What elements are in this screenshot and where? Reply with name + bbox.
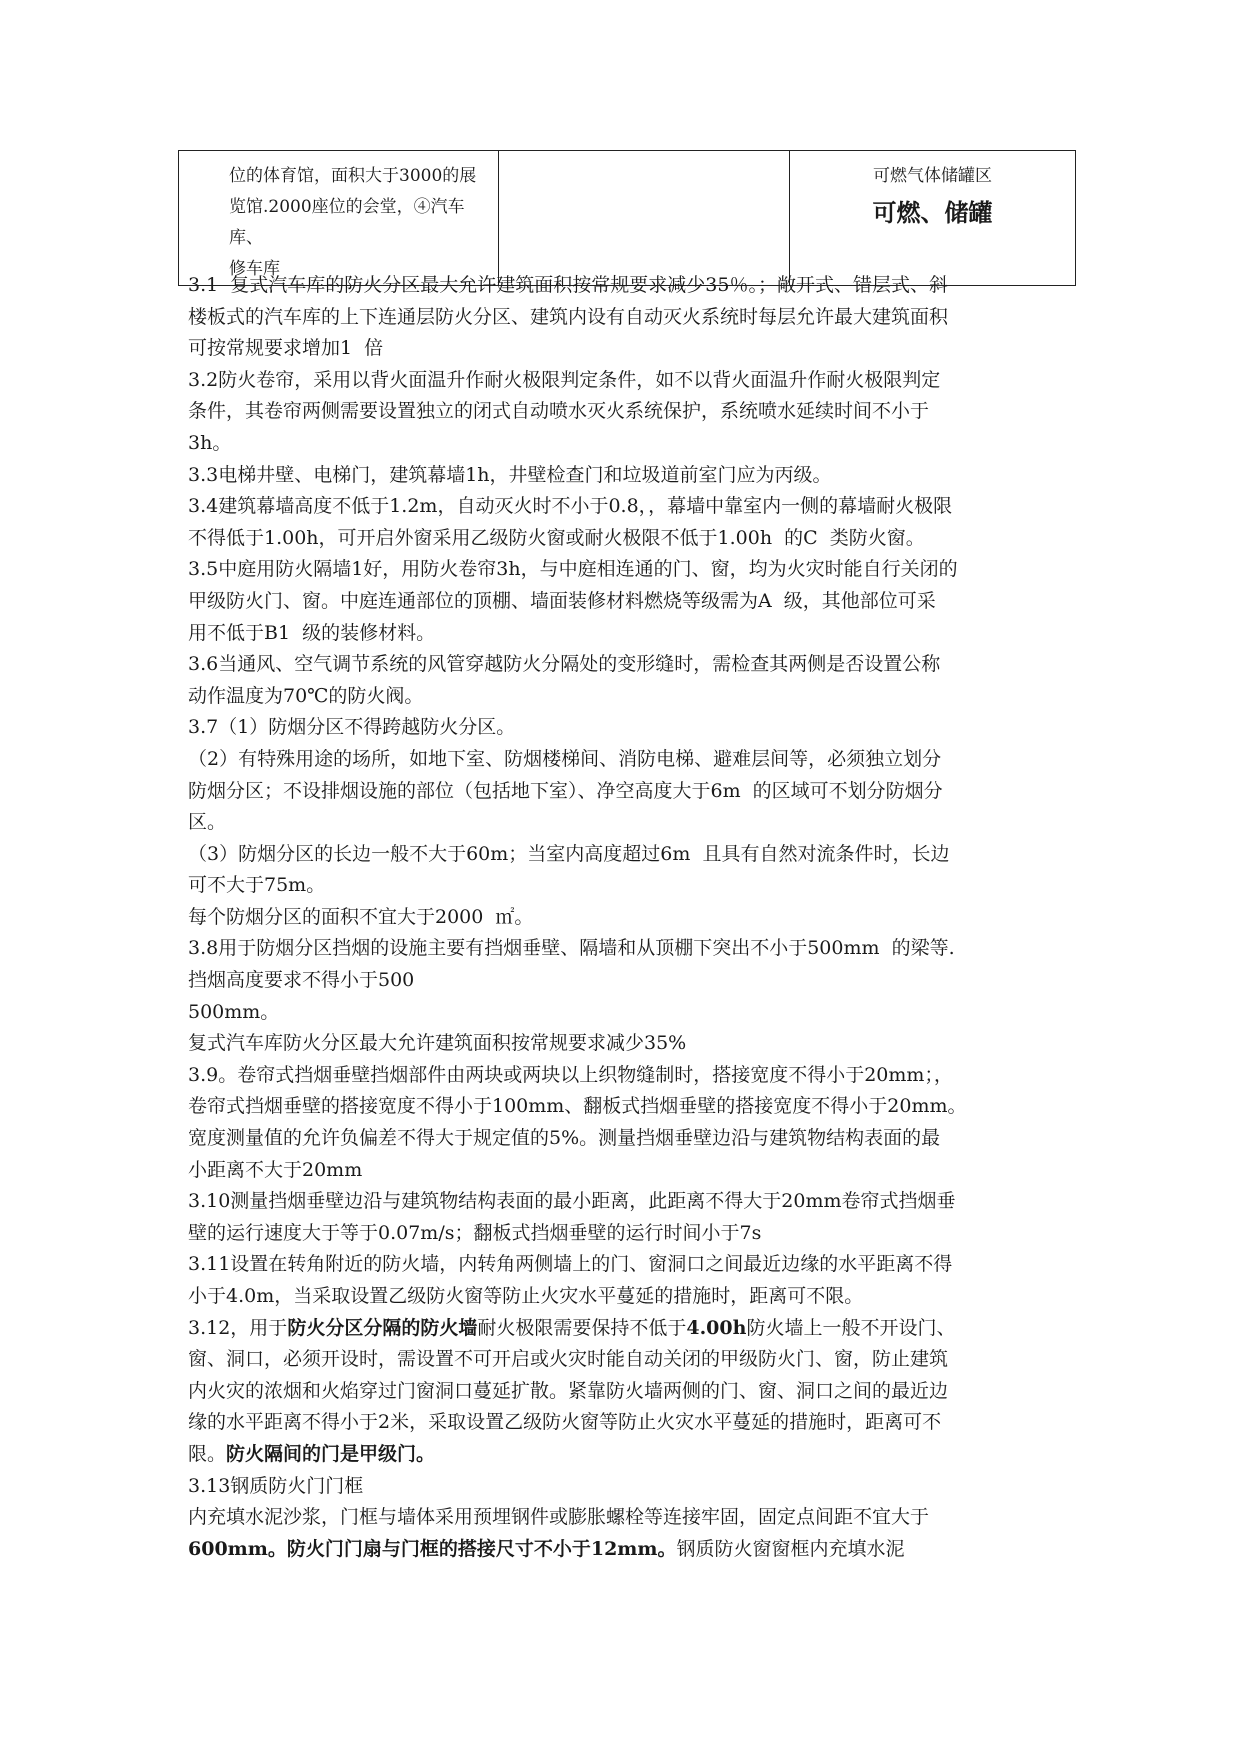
gas-storage-label: 可燃气体储罐区 [873, 166, 992, 186]
text-run: 小距离不大于20mm [188, 1158, 363, 1181]
text-line [188, 1218, 1068, 1250]
text-line [188, 776, 1068, 808]
text-line [188, 1471, 1068, 1503]
text-run: 3.12，用于 [188, 1316, 288, 1339]
text-run: 每个防烟分区的面积不宜大于2000 ㎡。 [188, 905, 534, 928]
text-line [188, 333, 1068, 365]
text-line [188, 1091, 1068, 1123]
text-line [188, 618, 1068, 650]
text-run: 钢质防火窗窗框内充填水泥 [676, 1537, 905, 1560]
text-run: 3.9。卷帘式挡烟垂壁挡烟部件由两块或两块以上织物缝制时，搭接宽度不得小于20mm；， [188, 1063, 953, 1086]
text-line [188, 744, 1068, 776]
venues-line: 位的体育馆，面积大于3000的展 [229, 166, 477, 186]
text-line [188, 933, 1068, 965]
text-line [188, 1407, 1068, 1439]
text-run: 可不大于75m。 [188, 874, 326, 897]
gas-storage-heading: 可燃、储罐 [872, 198, 993, 227]
text-run: 500mm。 [188, 1000, 280, 1023]
text-run: 卷帘式挡烟垂壁的搭接宽度不得小于100mm、翻板式挡烟垂壁的搭接宽度不得小于20mm。 [188, 1095, 967, 1118]
text-line [188, 586, 1068, 618]
text-run: 防烟分区；不设排烟设施的部位（包括地下室）、净空高度大于6m 的区域可不划分防烟分 [188, 779, 943, 802]
text-line [188, 1249, 1068, 1281]
text-line [188, 870, 1068, 902]
text-line [188, 1313, 1068, 1345]
bold-text-run: 600mm。防火门门扇与门框的搭接尺寸不小于12mm。 [188, 1537, 677, 1560]
text-line [188, 902, 1068, 934]
text-line [188, 491, 1068, 523]
text-run: 缘的水平距离不得小于2米，采取设置乙级防火窗等防止火灾水平蔓延的措施时，距离可不 [188, 1411, 942, 1434]
text-run: 3.7（1）防烟分区不得跨越防火分区。 [188, 716, 516, 739]
text-line [188, 965, 1068, 997]
text-run: 3.6当通风、空气调节系统的风管穿越防火分隔处的变形缝时，需检查其两侧是否设置公称 [188, 653, 941, 676]
text-run: （3）防烟分区的长边一般不大于60m；当室内高度超过6m 且具有自然对流条件时，长边 [188, 842, 950, 865]
table-cell-gas-storage [790, 151, 1076, 286]
text-line [188, 681, 1068, 713]
venues-text [179, 151, 498, 285]
text-line [188, 1502, 1068, 1534]
text-run: 甲级防火门、窗。中庭连通部位的顶棚、墙面装修材料燃烧等级需为A 级，其他部位可采 [188, 589, 936, 612]
text-line [188, 428, 1068, 460]
text-run: 条件，其卷帘两侧需要设置独立的闭式自动喷水灭火系统保护，系统喷水延续时间不小于 [188, 400, 930, 423]
text-line [188, 1123, 1068, 1155]
text-line [188, 1439, 1068, 1471]
table-cell-empty [499, 151, 790, 286]
text-line [188, 807, 1068, 839]
text-line [188, 712, 1068, 744]
text-line [188, 1060, 1068, 1092]
text-run: 小于4.0m，当采取设置乙级防火窗等防止火灾水平蔓延的措施时，距离可不限。 [188, 1285, 864, 1307]
text-line [188, 1186, 1068, 1218]
bold-text-run: 防火隔间的门是甲级门。 [226, 1442, 436, 1465]
text-line [188, 302, 1068, 334]
text-run: 3.3电梯井壁、电梯门，建筑幕墙1h，井壁检查门和垃圾道前室门应为丙级。 [188, 463, 832, 486]
text-line [188, 460, 1068, 492]
text-run: 3.10测量挡烟垂壁边沿与建筑物结构表面的最小距离，此距离不得大于20mm卷帘式挡烟垂 [188, 1190, 956, 1213]
table-cell-venues [179, 151, 499, 286]
text-run: 内充填水泥沙浆，门框与墙体采用预埋钢件或膨胀螺栓等连接牢固，固定点间距不宜大于 [188, 1506, 930, 1529]
text-run: 限。 [188, 1442, 227, 1465]
text-line [188, 270, 1068, 302]
venues-line: 修车库 [229, 259, 280, 279]
text-run: 3.13钢质防火门门框 [188, 1474, 364, 1497]
text-line [188, 523, 1068, 555]
text-run: 内火灾的浓烟和火焰穿过门窗洞口蔓延扩散。紧靠防火墙两侧的门、窗、洞口之间的最近边 [188, 1379, 949, 1402]
text-run: 区。 [188, 811, 227, 834]
bold-text-run: 防火分区分隔的防火墙 [287, 1316, 478, 1339]
text-run: 宽度测量值的允许负偏差不得大于规定值的5%。测量挡烟垂壁边沿与建筑物结构表面的最 [188, 1127, 941, 1150]
text-run: 3.11设置在转角附近的防火墙，内转角两侧墙上的门、窗洞口之间最近边缘的水平距离不得 [188, 1253, 953, 1276]
venues-line: 览馆.2000座位的会堂，④汽车库、 [229, 197, 465, 248]
header-table [178, 150, 1076, 286]
text-run: 防火墙上一般不开设门、 [746, 1316, 956, 1339]
text-line [188, 1028, 1068, 1060]
text-run: 3.2防火卷帘，采用以背火面温升作耐火极限判定条件，如不以背火面温升作耐火极限判定 [188, 368, 941, 391]
text-run: 复式汽车库防火分区最大允许建筑面积按常规要求减少35% [188, 1032, 687, 1055]
text-run: 3.4建筑幕墙高度不低于1.2m，自动灭火时不小于0.8，，幕墙中靠室内一侧的幕墙耐火极限 [188, 495, 953, 518]
text-run: 可按常规要求增加1 倍 [188, 337, 384, 360]
text-line [188, 365, 1068, 397]
text-run: 3.8用于防烟分区挡烟的设施主要有挡烟垂壁、隔墙和从顶棚下突出不小于500mm 的梁等. [188, 937, 955, 960]
text-line [188, 649, 1068, 681]
text-run: 不得低于1.00h，可开启外窗采用乙级防火窗或耐火极限不低于1.00h 的C 类防火窗。 [188, 526, 925, 549]
text-run: 动作温度为70℃的防火阀。 [188, 684, 424, 707]
text-run: 3h。 [188, 431, 232, 454]
body-text [188, 270, 1068, 1565]
text-line [188, 997, 1068, 1029]
text-run: 窗、洞口，必须开设时，需设置不可开启或火灾时能自动关闭的甲级防火门、窗，防止建筑 [188, 1348, 949, 1371]
text-run: 楼板式的汽车库的上下连通层防火分区、建筑内设有自动灭火系统时每层允许最大建筑面积 [188, 305, 949, 328]
text-line [188, 1155, 1068, 1187]
text-run: 壁的运行速度大于等于0.07m/s；翻板式挡烟垂壁的运行时间小于7s [188, 1221, 762, 1244]
text-run: 3.5中庭用防火隔墙1好，用防火卷帘3h，与中庭相连通的门、窗，均为火灾时能自行关闭的 [188, 558, 958, 581]
text-line [188, 554, 1068, 586]
text-line [188, 1534, 1068, 1566]
text-run: 耐火极限需要保持不低于 [477, 1316, 687, 1339]
text-run: 挡烟高度要求不得小于500 [188, 969, 415, 992]
text-line [188, 1281, 1068, 1313]
text-line [188, 839, 1068, 871]
text-run: （2）有特殊用途的场所，如地下室、防烟楼梯间、消防电梯、避难层间等，必须独立划分 [188, 747, 942, 770]
text-run: 用不低于B1 级的装修材料。 [188, 621, 436, 644]
text-line [188, 1344, 1068, 1376]
text-line [188, 396, 1068, 428]
bold-text-run: 4.00h [686, 1316, 747, 1339]
text-run: 3.1 复式汽车库的防火分区最大允许建筑面积按常规要求减少35％。；敞开式、错层式、斜 [188, 274, 948, 296]
text-line [188, 1376, 1068, 1408]
